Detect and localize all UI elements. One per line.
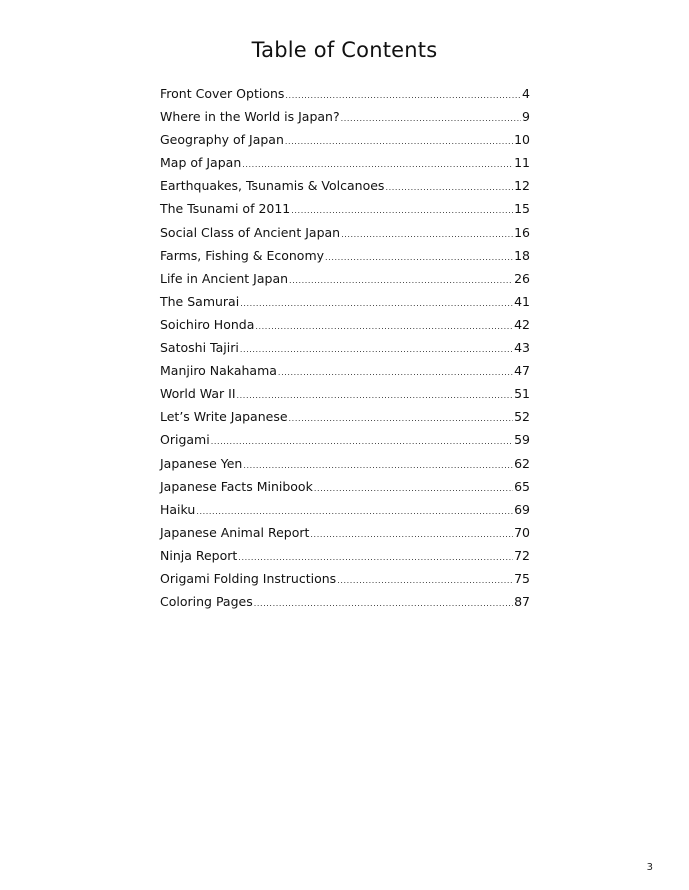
toc-entry xyxy=(160,292,530,315)
toc-entry-page: 41 xyxy=(514,293,530,309)
toc-entry-page: 70 xyxy=(514,524,530,540)
dot-leader xyxy=(291,201,513,221)
toc-entry xyxy=(160,84,530,107)
page-title: Table of Contents xyxy=(251,38,438,62)
dot-leader xyxy=(196,502,513,522)
toc-entry xyxy=(160,454,530,477)
toc-entry-page: 62 xyxy=(514,455,530,471)
toc-entry-label: Soichiro Honda xyxy=(160,316,255,332)
toc-entry xyxy=(160,523,530,546)
dot-leader xyxy=(255,317,513,337)
dot-leader xyxy=(238,548,513,568)
toc-entry xyxy=(160,246,530,269)
toc-entry xyxy=(160,430,530,453)
toc-entry-label: Japanese Yen xyxy=(160,455,243,471)
toc-entry-page: 75 xyxy=(514,570,530,586)
toc-entry-page: 72 xyxy=(514,547,530,563)
toc-entry-label: Life in Ancient Japan xyxy=(160,270,289,286)
toc-entry-label: The Tsunami of 2011 xyxy=(160,201,291,217)
toc-entry-page: 12 xyxy=(514,178,530,194)
toc-entry-page: 69 xyxy=(514,501,530,517)
toc-entry-page: 11 xyxy=(514,155,530,171)
toc-entry-label: Origami Folding Instructions xyxy=(160,570,337,586)
toc-entry-page: 16 xyxy=(514,224,530,240)
toc-entry xyxy=(160,315,530,338)
toc-entry xyxy=(160,153,530,176)
toc-entry-label: Haiku xyxy=(160,501,196,517)
table-of-contents-list xyxy=(160,84,530,615)
toc-entry-page: 47 xyxy=(514,363,530,379)
toc-entry-label: Social Class of Ancient Japan xyxy=(160,224,341,240)
toc-entry-label: Japanese Animal Report xyxy=(160,524,310,540)
toc-entry-page: 26 xyxy=(514,270,530,286)
toc-entry-label: Let’s Write Japanese xyxy=(160,409,288,425)
dot-leader xyxy=(310,525,513,545)
dot-leader xyxy=(325,248,513,268)
toc-entry-page: 59 xyxy=(514,432,530,448)
toc-entry xyxy=(160,107,530,130)
toc-entry-page: 10 xyxy=(514,132,530,148)
toc-entry-label: Geography of Japan xyxy=(160,132,284,148)
dot-leader xyxy=(289,271,513,291)
toc-entry-page: 9 xyxy=(522,109,530,125)
dot-leader xyxy=(385,178,513,198)
dot-leader xyxy=(240,340,513,360)
dot-leader xyxy=(237,386,514,406)
toc-entry xyxy=(160,199,530,222)
toc-entry-label: World War II xyxy=(160,386,236,402)
toc-entry-label: Ninja Report xyxy=(160,547,238,563)
toc-entry-page: 51 xyxy=(514,386,530,402)
dot-leader xyxy=(341,109,521,129)
dot-leader xyxy=(240,294,513,314)
toc-entry-label: Map of Japan xyxy=(160,155,242,171)
dot-leader xyxy=(278,363,513,383)
toc-entry xyxy=(160,477,530,500)
toc-entry-label: Farms, Fishing & Economy xyxy=(160,247,325,263)
toc-entry xyxy=(160,592,530,615)
toc-entry xyxy=(160,338,530,361)
toc-entry-page: 42 xyxy=(514,316,530,332)
toc-entry-label: Coloring Pages xyxy=(160,594,253,610)
toc-entry-page: 52 xyxy=(514,409,530,425)
page-number: 3 xyxy=(646,862,653,873)
toc-entry-label: Origami xyxy=(160,432,210,448)
toc-entry-page: 15 xyxy=(514,201,530,217)
toc-entry xyxy=(160,361,530,384)
toc-entry xyxy=(160,407,530,430)
dot-leader xyxy=(242,155,513,175)
dot-leader xyxy=(337,571,513,591)
toc-entry-label: Front Cover Options xyxy=(160,86,285,101)
toc-entry xyxy=(160,269,530,292)
dot-leader xyxy=(289,409,514,429)
toc-entry xyxy=(160,500,530,523)
dot-leader xyxy=(211,432,513,452)
toc-entry-page: 65 xyxy=(514,478,530,494)
toc-entry xyxy=(160,130,530,153)
toc-entry-label: Satoshi Tajiri xyxy=(160,340,239,356)
toc-entry-label: Where in the World is Japan? xyxy=(160,109,340,125)
toc-entry-page: 4 xyxy=(522,86,530,101)
dot-leader xyxy=(285,132,513,152)
toc-entry-label: Manjiro Nakahama xyxy=(160,363,277,379)
toc-entry xyxy=(160,546,530,569)
dot-leader xyxy=(314,479,513,499)
toc-entry xyxy=(160,176,530,199)
dot-leader xyxy=(254,594,513,614)
toc-entry xyxy=(160,569,530,592)
toc-entry xyxy=(160,384,530,407)
dot-leader xyxy=(243,456,513,476)
toc-entry xyxy=(160,223,530,246)
toc-entry-page: 43 xyxy=(514,340,530,356)
toc-entry-label: Earthquakes, Tsunamis & Volcanoes xyxy=(160,178,385,194)
toc-entry-page: 18 xyxy=(514,247,530,263)
dot-leader xyxy=(285,86,521,106)
toc-entry-label: The Samurai xyxy=(160,293,240,309)
toc-entry-page: 87 xyxy=(514,594,530,610)
toc-entry-label: Japanese Facts Minibook xyxy=(160,478,313,494)
dot-leader xyxy=(341,225,513,245)
